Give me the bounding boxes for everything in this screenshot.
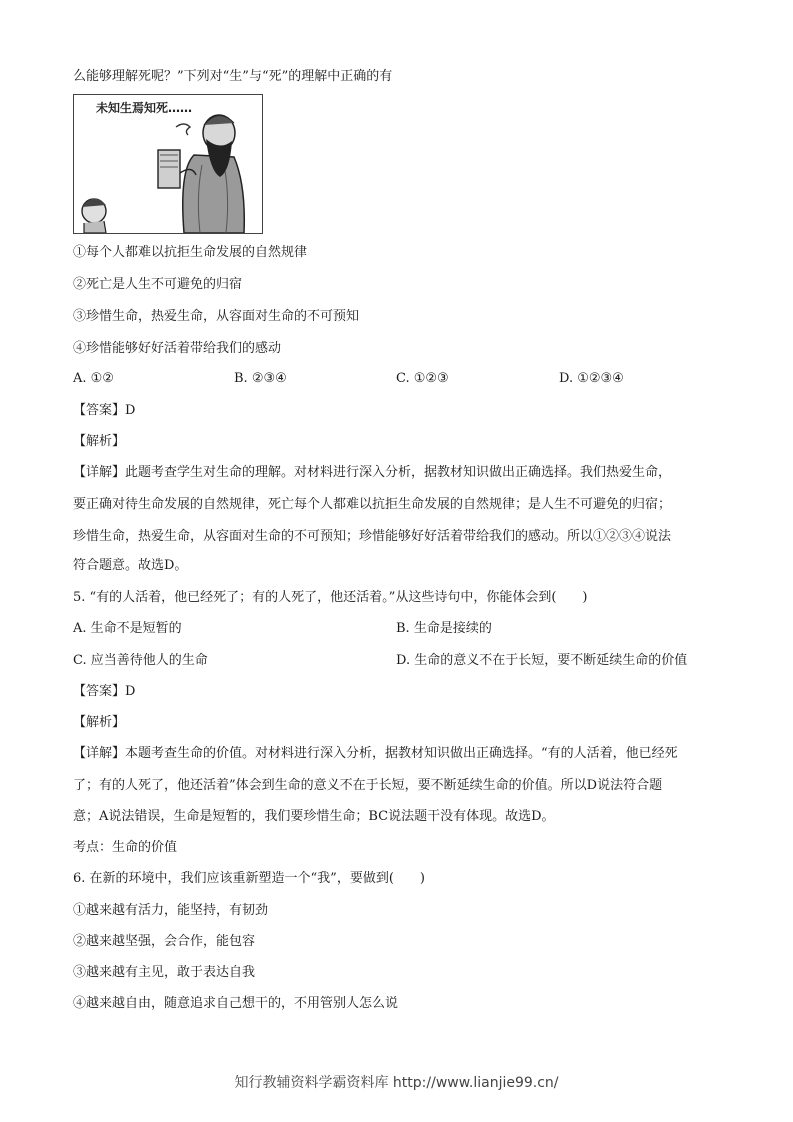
q4-option-c: C. ①②③	[396, 371, 449, 386]
q4-analysis-heading: 【解析】	[73, 434, 126, 449]
q5-detail-line-3: 意；A说法错误，生命是短暂的，我们要珍惜生命；BC说法题干没有体现。故选D。	[73, 809, 555, 824]
q4-option-a: A. ①②	[73, 371, 114, 386]
q4-answer: 【答案】D	[73, 403, 136, 418]
q4-detail-line-1: 【详解】此题考查学生对生命的理解。对材料进行深入分析，据教材知识做出正确选择。我们热爱生命，	[73, 465, 672, 480]
cartoon-illustration	[73, 94, 263, 234]
q4-option-b: B. ②③④	[234, 371, 287, 386]
q4-detail-line-2: 要正确对待生命发展的自然规律，死亡每个人都难以抗拒生命发展的自然规律；是人生不可避免的归宿；	[73, 497, 672, 512]
q4-item-1: ①每个人都难以抗拒生命发展的自然规律	[73, 245, 308, 260]
q5-answer: 【答案】D	[73, 684, 136, 699]
q5-detail-line-1: 【详解】本题考查生命的价值。对材料进行深入分析，据教材知识做出正确选择。“有的人活着，他已经死	[73, 746, 678, 761]
intro-text: 么能够理解死呢？”下列对“生”与“死”的理解中正确的有	[73, 69, 393, 84]
q4-detail-line-3: 珍惜生命，热爱生命，从容面对生命的不可预知；珍惜能够好好活着带给我们的感动。所以①②③④说法	[73, 529, 672, 544]
cartoon-drawing	[74, 95, 262, 233]
q6-item-1: ①越来越有活力，能坚持，有韧劲	[73, 903, 269, 918]
q4-item-3: ③珍惜生命，热爱生命，从容面对生命的不可预知	[73, 309, 360, 324]
q6-stem: 6. 在新的环境中，我们应该重新塑造一个“我”，要做到( )	[73, 871, 425, 886]
q5-stem: 5. “有的人活着，他已经死了；有的人死了，他还活着。”从这些诗句中，你能体会到( )	[73, 590, 588, 605]
q5-option-b: B. 生命是接续的	[396, 621, 492, 636]
q4-detail-line-4: 符合题意。故选D。	[73, 558, 188, 573]
q5-option-a: A. 生命不是短暂的	[73, 621, 182, 636]
q5-option-d: D. 生命的意义不在于长短，要不断延续生命的价值	[396, 653, 688, 668]
q6-item-3: ③越来越有主见，敢于表达自我	[73, 965, 256, 980]
q4-option-d: D. ①②③④	[559, 371, 624, 386]
q4-item-2: ②死亡是人生不可避免的归宿	[73, 277, 243, 292]
q5-option-c: C. 应当善待他人的生命	[73, 653, 208, 668]
q5-analysis-heading: 【解析】	[73, 715, 126, 730]
footer-watermark: 知行教辅资料学霸资料库 http://www.lianjie99.cn/	[234, 1075, 559, 1091]
q5-kaodian: 考点：生命的价值	[73, 840, 178, 855]
q4-item-4: ④珍惜能够好好活着带给我们的感动	[73, 341, 282, 356]
q5-detail-line-2: 了；有的人死了，他还活着”体会到生命的意义不在于长短，要不断延续生命的价值。所以D说法符合题	[73, 778, 663, 793]
q6-item-2: ②越来越坚强，会合作，能包容	[73, 934, 256, 949]
figure-caption: 未知生焉知死……	[96, 101, 193, 115]
q6-item-4: ④越来越自由，随意追求自己想干的，不用管别人怎么说	[73, 996, 399, 1011]
